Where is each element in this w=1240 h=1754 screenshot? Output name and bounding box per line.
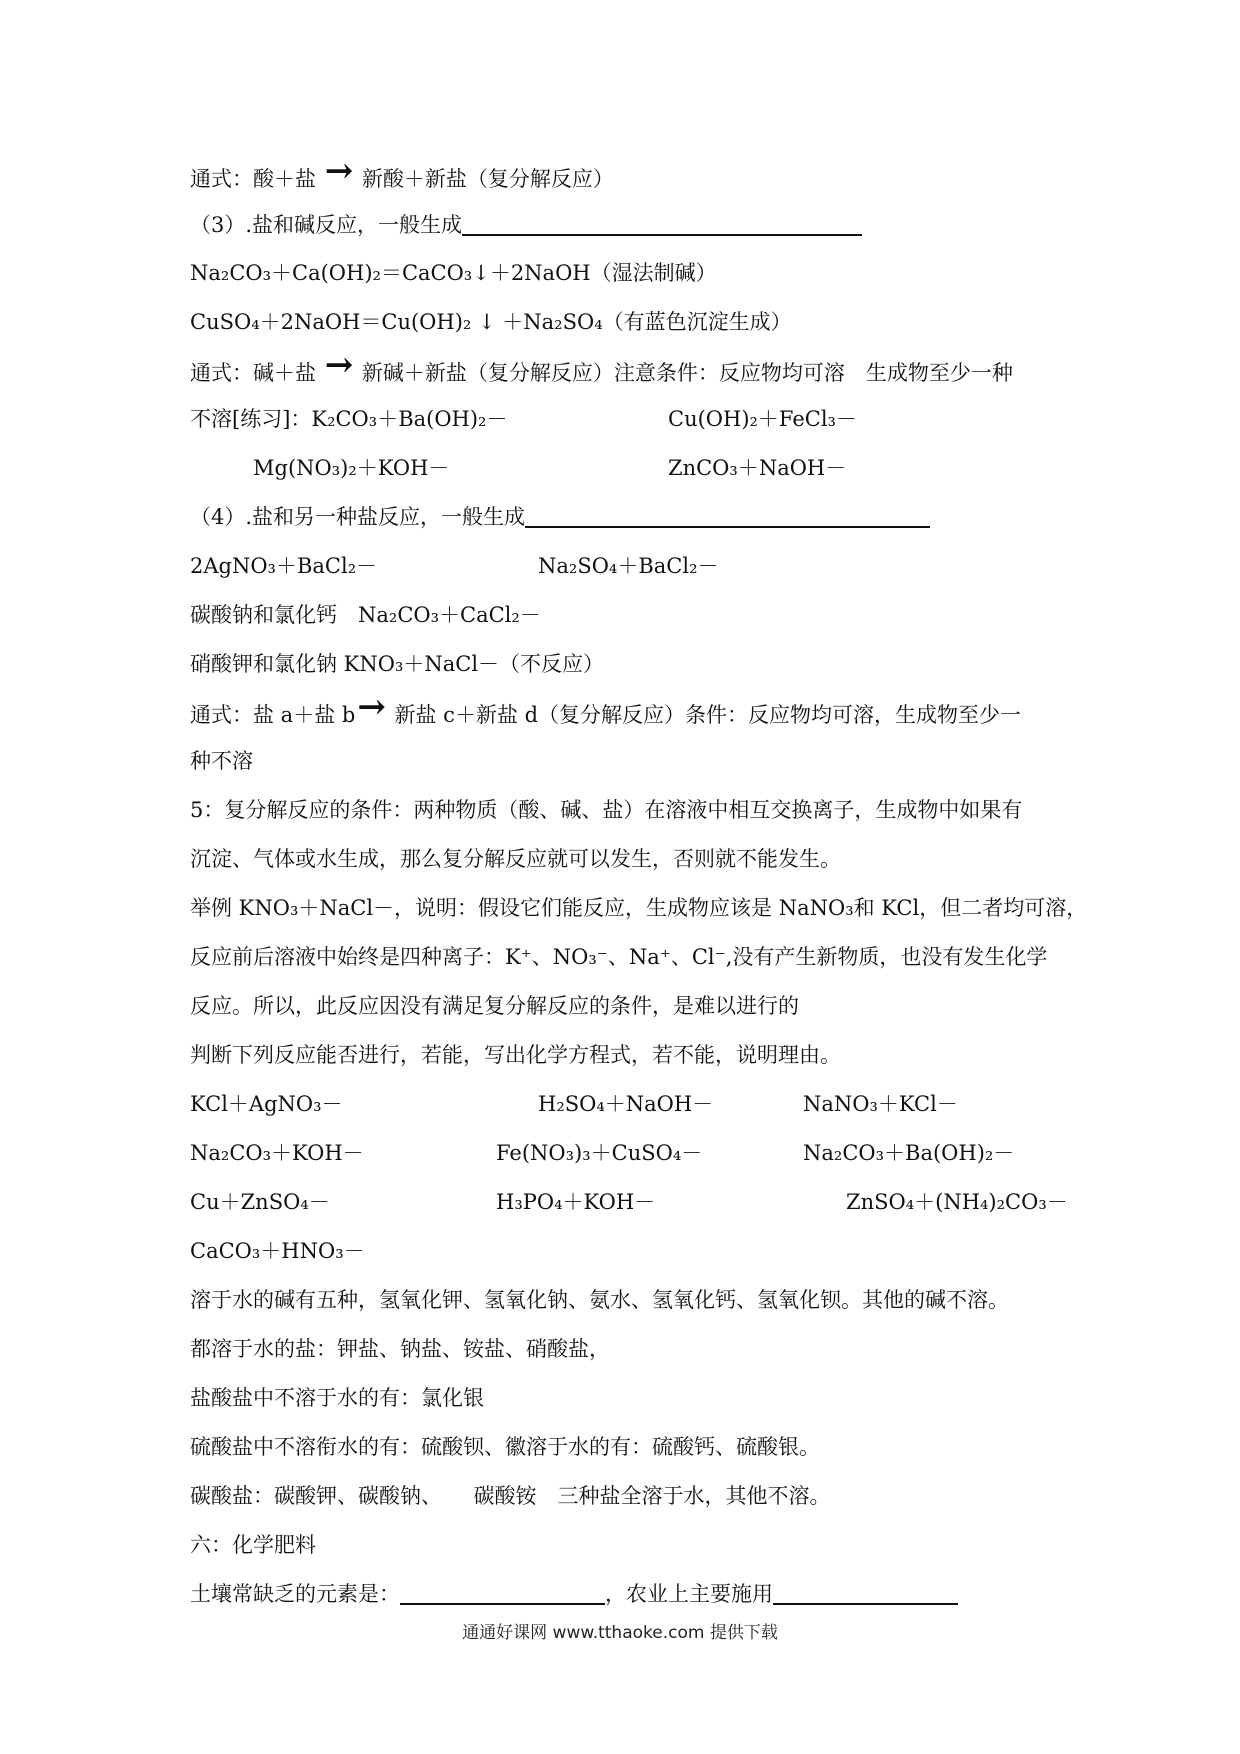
heading-text: （3）.盐和碱反应，一般生成: [190, 213, 463, 237]
formula-text: 新碱＋新盐（复分解反应）注意条件：反应物均可溶 生成物至少一种: [355, 361, 1013, 385]
section-6-heading: 六：化学肥料: [190, 1533, 316, 1557]
fill-blank: [400, 1581, 605, 1605]
formula-text: 通式：碱＋盐: [190, 361, 323, 385]
formula-text: 新酸＋新盐（复分解反应）: [355, 167, 614, 191]
exercise-item: CaCO₃＋HNO₃－: [190, 1239, 365, 1263]
exercise-item: Na₂CO₃＋Ba(OH)₂－: [803, 1141, 1015, 1165]
arrow-icon: →: [324, 345, 354, 385]
text-line: 碳酸钠和氯化钙 Na₂CO₃＋CaCl₂－: [190, 603, 541, 627]
text-line: 反应前后溶液中始终是四种离子：K⁺、NO₃⁻、Na⁺、Cl⁻,没有产生新物质，也没有发生化学: [190, 945, 1048, 969]
text-line: 判断下列反应能否进行，若能，写出化学方程式，若不能，说明理由。: [190, 1043, 841, 1067]
text-line: 溶于水的碱有五种，氢氧化钾、氢氧化钠、氨水、氢氧化钙、氢氧化钡。其他的碱不溶。: [190, 1288, 1009, 1312]
fill-blank: [525, 504, 930, 528]
formula-text: 通式：盐 a＋盐 b: [190, 703, 356, 727]
fill-blank: [773, 1581, 958, 1605]
question-text: ，农业上主要施用: [605, 1582, 773, 1606]
exercise-item: 2AgNO₃＋BaCl₂－: [190, 554, 378, 578]
exercise-item: 不溶[练习]：K₂CO₃＋Ba(OH)₂－: [190, 407, 508, 431]
exercise-item: ZnSO₄＋(NH₄)₂CO₃－: [846, 1190, 1068, 1214]
formula-text: 通式：酸＋盐: [190, 167, 323, 191]
text-line: 都溶于水的盐：钾盐、钠盐、铵盐、硝酸盐，: [190, 1337, 610, 1361]
heading-text: （4）.盐和另一种盐反应，一般生成: [190, 505, 526, 529]
text-line: 硫酸盐中不溶衔水的有：硫酸钡、徽溶于水的有：硫酸钙、硫酸银。: [190, 1435, 820, 1459]
exercise-item: NaNO₃＋KCl－: [803, 1092, 958, 1116]
exercise-item: ZnCO₃＋NaOH－: [668, 456, 847, 480]
text-line: 5：复分解反应的条件：两种物质（酸、碱、盐）在溶液中相互交换离子，生成物中如果有: [190, 798, 1023, 822]
fill-blank: [462, 212, 862, 236]
text-line: 碳酸盐：碳酸钾、碳酸钠、 碳酸铵 三种盐全溶于水，其他不溶。: [190, 1484, 831, 1508]
section-3-heading: [190, 210, 862, 240]
fertilizer-question: [190, 1579, 958, 1609]
question-text: 土壤常缺乏的元素是：: [190, 1582, 400, 1606]
exercise-item: Fe(NO₃)₃＋CuSO₄－: [496, 1141, 703, 1165]
text-line: 硝酸钾和氯化钠 KNO₃＋NaCl－（不反应）: [190, 652, 605, 676]
exercise-item: Mg(NO₃)₂＋KOH－: [253, 456, 450, 480]
exercise-item: KCl＋AgNO₃－: [190, 1092, 343, 1116]
equation-line: CuSO₄＋2NaOH＝Cu(OH)₂ ↓ ＋Na₂SO₄（有蓝色沉淀生成）: [190, 310, 792, 334]
exercise-item: Na₂CO₃＋KOH－: [190, 1141, 364, 1165]
footer-watermark: 通通好课网 www.tthaoke.com 提供下载: [462, 1623, 778, 1643]
exercise-item: H₂SO₄＋NaOH－: [538, 1092, 714, 1116]
exercise-item: Cu＋ZnSO₄－: [190, 1190, 330, 1214]
general-formula-acid-salt: [190, 151, 614, 194]
arrow-icon: →: [324, 151, 354, 191]
general-formula-base-salt: [190, 345, 1013, 388]
section-4-heading: [190, 502, 930, 532]
equation-line: Na₂CO₃＋Ca(OH)₂＝CaCO₃↓＋2NaOH（湿法制碱）: [190, 261, 717, 285]
general-formula-salt-salt: [190, 687, 1022, 730]
exercise-item: H₃PO₄＋KOH－: [496, 1190, 656, 1214]
text-line: 种不溶: [190, 749, 253, 773]
exercise-item: Cu(OH)₂＋FeCl₃－: [668, 407, 857, 431]
text-line: 反应。所以，此反应因没有满足复分解反应的条件，是难以进行的: [190, 994, 799, 1018]
text-line: 沉淀、气体或水生成，那么复分解反应就可以发生，否则就不能发生。: [190, 847, 841, 871]
exercise-item: Na₂SO₄＋BaCl₂－: [538, 554, 719, 578]
text-line: 举例 KNO₃＋NaCl－，说明：假设它们能反应，生成物应该是 NaNO₃和 KCl，但二者均可溶，: [190, 896, 1088, 920]
text-line: 盐酸盐中不溶于水的有：氯化银: [190, 1386, 484, 1410]
formula-text: 新盐 c＋新盐 d（复分解反应）条件：反应物均可溶，生成物至少一: [387, 703, 1022, 727]
arrow-icon: →: [357, 687, 386, 727]
